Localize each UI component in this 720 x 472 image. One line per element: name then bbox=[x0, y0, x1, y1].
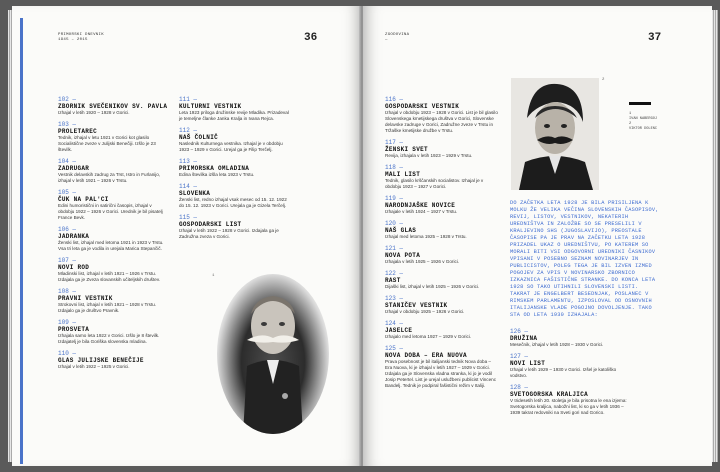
photo-caption-number: 1 bbox=[212, 274, 215, 278]
entry-number: 108 — bbox=[58, 288, 77, 295]
entry-number: 124 — bbox=[385, 320, 404, 327]
entry-description: Izhajal v letih 1920 – 1928 v Gorici. bbox=[58, 110, 130, 115]
list-item bbox=[510, 328, 628, 348]
entry-description: Vestnik delavskih zadrug za Trst, Istro in Furlanijo, izhajal v letih 1921 – 1926 v Trstu. bbox=[58, 172, 161, 183]
entry-title: PRIMORSKA OMLADINA bbox=[179, 165, 250, 172]
entry-number: 103 — bbox=[58, 121, 77, 128]
list-item bbox=[58, 319, 168, 345]
entry-number: 127 — bbox=[510, 353, 529, 360]
list-item bbox=[385, 164, 498, 190]
list-item bbox=[179, 96, 291, 122]
entry-title: STANIČEV VESTNIK bbox=[385, 302, 448, 309]
left-page bbox=[12, 6, 361, 466]
photo-credits: 1 IVAN NABERGOJ 2 VIKTOR DOLENC bbox=[629, 112, 658, 131]
entry-title: MALI LIST bbox=[385, 171, 421, 178]
entry-description: Izhajala v letih 1925 – 1926 v Gorici. bbox=[385, 259, 460, 264]
entry-description: Izhajala samo leta 1922 v Gorici. Izšlo je 8 številk. Izdajatelj je bila Goriška slovenska mladina. bbox=[58, 333, 160, 344]
entry-title: PRAVNI VESTNIK bbox=[58, 295, 113, 302]
list-item bbox=[58, 189, 168, 221]
entries-column-1 bbox=[58, 96, 168, 375]
entry-title: ŽENSKI SVET bbox=[385, 146, 428, 153]
bookmark-ribbon bbox=[20, 18, 23, 464]
entry-number: 106 — bbox=[58, 226, 77, 233]
entry-title: ČUK NA PAL'CI bbox=[58, 196, 109, 203]
list-item bbox=[385, 220, 498, 240]
entry-number: 125 — bbox=[385, 345, 404, 352]
list-item bbox=[58, 288, 168, 314]
entry-description: Izhajal v letih 1922 – 1925 v Gorici. bbox=[58, 364, 130, 369]
list-item bbox=[385, 295, 498, 315]
entry-description: Izhajale v letih 1924 – 1927 v Trstu. bbox=[385, 209, 458, 214]
entry-number: 105 — bbox=[58, 189, 77, 196]
entry-number: 115 — bbox=[179, 214, 198, 221]
right-page-edges bbox=[712, 10, 718, 462]
entry-number: 113 — bbox=[179, 158, 198, 165]
page-number: 37 bbox=[648, 32, 662, 44]
entry-description: Ženski list, redno izhajal vsak mesec od 15. 12. 1922 do 15. 12. 1923 v Gorici. Urejala ga je Gizela Terčelj. bbox=[179, 197, 287, 208]
list-item bbox=[510, 384, 628, 416]
entry-title: GOSPODARSKI VESTNIK bbox=[385, 103, 460, 110]
list-item bbox=[385, 245, 498, 265]
list-item bbox=[58, 121, 168, 153]
entry-title: NOVA POTA bbox=[385, 252, 421, 259]
entry-description: Mladinski list, izhajal v letih 1921 – 1926 v Trstu. Izdajala ga je Zveza slovanskih učiteljskih društev. bbox=[58, 271, 161, 282]
entry-number: 120 — bbox=[385, 220, 404, 227]
entry-description: Tednik, glasilo krščanskih socialistov. Izhajal je v obdobju 1923 – 1927 v Gorici. bbox=[385, 178, 484, 189]
list-item bbox=[58, 226, 168, 252]
entry-description: Edina številka izšla leta 1923 v Trstu. bbox=[179, 172, 255, 177]
entry-description: Tednik, izhajal v letu 1921 v Gorici kot glasilo Socialistične zveze v Julijski Benečiji. Izšlo je 23 številk. bbox=[58, 135, 156, 152]
list-item bbox=[179, 158, 291, 178]
entry-number: 116 — bbox=[385, 96, 404, 103]
list-item bbox=[385, 139, 498, 159]
entry-title: NAŠ ČOLNIČ bbox=[179, 134, 219, 141]
entry-number: 117 — bbox=[385, 139, 404, 146]
entry-title: KULTURNI VESTNIK bbox=[179, 103, 242, 110]
list-item bbox=[385, 270, 498, 290]
entry-number: 126 — bbox=[510, 328, 529, 335]
entry-number: 107 — bbox=[58, 257, 77, 264]
entry-number: 112 — bbox=[179, 127, 198, 134]
list-item bbox=[58, 350, 168, 370]
list-item bbox=[510, 353, 628, 379]
sidebar-rule bbox=[629, 102, 651, 105]
entry-title: NOVI LIST bbox=[510, 360, 546, 367]
entry-title: SLOVENKA bbox=[179, 190, 211, 197]
page-number: 36 bbox=[304, 32, 318, 44]
portrait-photo bbox=[217, 274, 329, 434]
entry-description: Revija, izhajala v letih 1923 – 1929 v Trstu. bbox=[385, 153, 473, 158]
entry-description: Dijaški list, izhajal v letih 1925 – 1926 v Gorici. bbox=[385, 284, 480, 289]
entry-description: Edini humoristični in satirični časopis, izhajal v obdobju 1922 – 1926 v Gorici. Urednik je bil pisatelj France Bevk. bbox=[58, 203, 163, 220]
entry-number: 122 — bbox=[385, 270, 404, 277]
entry-title: ZBORNIK SVEČENIKOV SV. PAVLA bbox=[58, 103, 168, 110]
entry-description: Ženski list, izhajal med letoma 1921 in 1923 v Trstu. Vsa tri leta ga je vodila in urejala Marica Stepančič. bbox=[58, 240, 164, 251]
list-item bbox=[179, 214, 291, 240]
header-title: ZGODOVINA bbox=[385, 33, 410, 37]
entry-title: SVETOGORSKA KRALJICA bbox=[510, 391, 589, 398]
entry-number: 118 — bbox=[385, 164, 404, 171]
entry-title: PROSVETA bbox=[58, 326, 90, 333]
book-spread bbox=[12, 6, 712, 468]
entry-description: Mesečnik, izhajal v letih 1928 – 1930 v Gorici. bbox=[510, 342, 604, 347]
entry-title: DRUŽINA bbox=[510, 335, 538, 342]
entry-description: Strokovni list, izhajal v letih 1921 – 1928 v Trstu. Izdajalo ga je društvo Pravnik. bbox=[58, 302, 157, 313]
entry-description: V tridesetih letih 20. stoletja je bila prisotna le ena izjema: Svetogorska kraljica, nabožni list, ki so ga v letih 1936 – 1939 takrat redovniki na Sveti gori nad Gorico. bbox=[510, 398, 627, 415]
right-page bbox=[363, 6, 712, 466]
entry-title: GLAS JULIJSKE BENEČIJE bbox=[58, 357, 144, 364]
entry-description: Izhajal v letih 1929 – 1930 v Gorici. Izšel je katoliško vodstvo. bbox=[510, 367, 617, 378]
portrait-photo bbox=[511, 78, 599, 190]
list-item bbox=[385, 195, 498, 215]
header-years: 1945 – 2015 bbox=[58, 38, 88, 42]
entry-number: 102 — bbox=[58, 96, 77, 103]
list-item bbox=[385, 345, 498, 389]
entries-column-2 bbox=[510, 328, 628, 421]
entry-number: 114 — bbox=[179, 183, 198, 190]
entry-description: Izhajal med letoma 1925 – 1928 v Trstu. bbox=[385, 234, 467, 239]
photo-caption-number: 2 bbox=[602, 78, 605, 82]
header-dash: — bbox=[385, 38, 388, 42]
entry-description: Leta 1923 priloga družinske revije Mladika. Prizadeval je temeljne članke Janka Kralja in Ivana Rejca. bbox=[179, 110, 289, 121]
entry-title: ZADRUGAR bbox=[58, 165, 90, 172]
running-header bbox=[58, 33, 104, 43]
entry-number: 104 — bbox=[58, 158, 77, 165]
entry-description: Izhajal v letih 1922 – 1928 v Gorici. Izdajala ga je Zadružna zveza v Gorici. bbox=[179, 228, 279, 239]
running-header bbox=[385, 33, 409, 43]
entry-description: Izhajalo med letoma 1927 – 1929 v Gorici. bbox=[385, 334, 472, 339]
credit-ivan-nabergoj: IVAN NABERGOJ bbox=[629, 117, 658, 121]
portrait-man-icon bbox=[511, 78, 599, 190]
entry-number: 119 — bbox=[385, 195, 404, 202]
entry-title: RAST bbox=[385, 277, 401, 284]
entry-number: 123 — bbox=[385, 295, 404, 302]
entries-column-1 bbox=[385, 96, 498, 394]
list-item bbox=[179, 183, 291, 209]
entry-title: NARODNJAŠKE NOVICE bbox=[385, 202, 456, 209]
credit-viktor-dolenc: VIKTOR DOLENC bbox=[629, 127, 658, 131]
intro-paragraph: DO ZAČETKA LETA 1928 JE BILA PRISILJENA K MOLKU ŽE VELIKA VEČINA SLOVENSKIH ČASOPISOV, REVIJ, LISTOV, VESTNIKOV, NEKATERIH UREDNIŠTVA IN ZALOŽBE SO SE PRESELILI V KRALJEVINO SHS (JUGOSLAVIJO), PREOSTALE ČASOPISE PA JE PRAV NA ZAČETKU LETA 1928 PRIZADEL UKAZ O UREDNIŠTVU, PO KATEREM SO MORALI BITI VSI ODGOVORNI UREDNIKI ČASNIKOV VPISANI V POSEBNO SEZNAM NOVINARJEV IN PUBLICISTOV, POLEG TEGA JE BIL IZVEN IZMED POGOJEV ZA VPIS V NOVINARSKO ZBORNICO IZKAZNICA FAŠISTIČNE STRANKE. DO KONCA LETA 1928 SO TAKO UTIHNILI SLOVENSKI LISTI. TAKRAT JE ENGELBERT BESEDNJAK, POSLANEC V RIMSKEM PARLAMENTU, IZPOSLOVAL OD OSNOVNIH ITALIJANSKE VLADE POGOJNO DOVOLJENJE. TAKO STA OD LETA 1930 IZHAJALA: bbox=[510, 200, 659, 318]
entry-title: PROLETAREC bbox=[58, 128, 98, 135]
entry-number: 111 — bbox=[179, 96, 198, 103]
entry-title: JASELCE bbox=[385, 327, 413, 334]
entries-column-2 bbox=[179, 96, 291, 245]
header-title: PRIMORSKI DNEVNIK bbox=[58, 33, 104, 37]
entry-title: NAŠ GLAS bbox=[385, 227, 417, 234]
list-item bbox=[385, 96, 498, 134]
entry-title: NOVA DOBA – ERA NUOVA bbox=[385, 352, 467, 359]
entry-number: 121 — bbox=[385, 245, 404, 252]
entry-title: JADRANKA bbox=[58, 233, 90, 240]
list-item bbox=[385, 320, 498, 340]
list-item bbox=[179, 127, 291, 153]
entry-description: Prava posebnost je bil italijanski tednik Nova doba – Era Nuova, ki je izhajal v letih 1927 – 1929 v Gorici. Izdajala ga je Slovenska vladna stranka, ki jo je vodil Josip Petertel. List je urejal uslužbeni publicist Vincenc Bandelj. Tednik je podpiral fašistični režim v Italiji. bbox=[385, 359, 496, 388]
list-item bbox=[58, 158, 168, 184]
entry-number: 110 — bbox=[58, 350, 77, 357]
entry-number: 128 — bbox=[510, 384, 529, 391]
entry-title: NOVI ROD bbox=[58, 264, 90, 271]
entry-description: Naslednik Kulturnega vestnika. Izhajal je v obdobju 1923 – 1929 v Gorici. Urejal ga je Filip Terčelj. bbox=[179, 141, 283, 152]
list-item bbox=[58, 257, 168, 283]
entry-title: GOSPODARSKI LIST bbox=[179, 221, 242, 228]
entry-description: Izhajal v obdobju 1923 – 1928 v Gorici. List je bil glasilo Slovenskega kmetijskega društva v Gorici, Slovenske delavske zadruge v Gorici, Zadružne zveze v Trstu in Tržaške kmetijske družbe v Trstu. bbox=[385, 110, 498, 133]
list-item bbox=[58, 96, 168, 116]
entry-description: Izhajal v obdobju 1925 – 1926 v Gorici. bbox=[385, 309, 465, 314]
portrait-man-icon bbox=[217, 274, 329, 434]
entry-number: 109 — bbox=[58, 319, 77, 326]
